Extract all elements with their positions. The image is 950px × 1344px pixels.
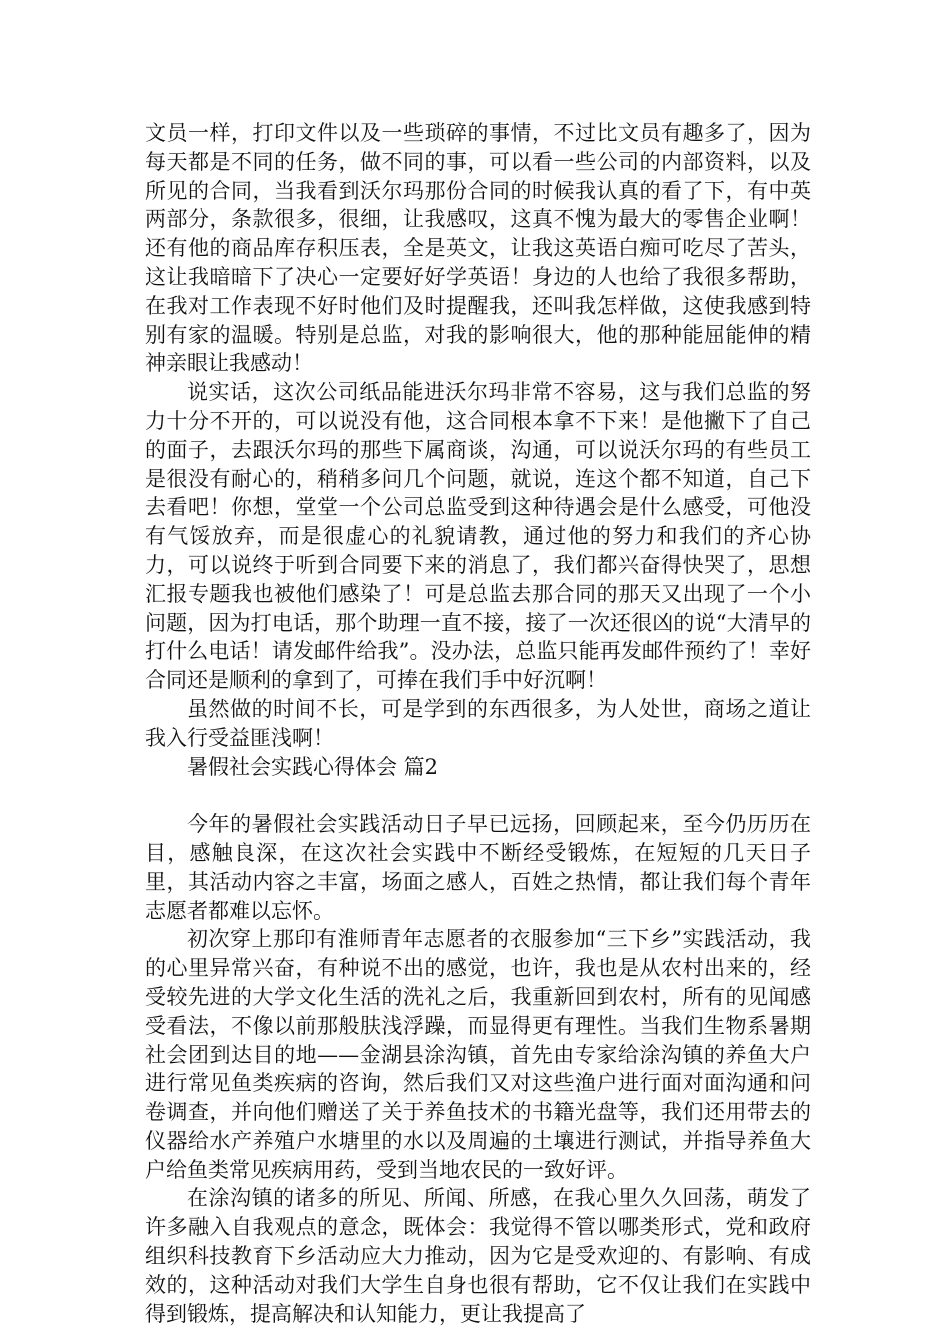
paragraph-6: 在涂沟镇的诸多的所见、所闻、所感，在我心里久久回荡，萌发了许多融入自我观点的意念，既体会：我觉得不管以哪类形式，党和政府组织科技教育下乡活动应大力推动，因为它是受欢迎的、有影响、有成效的，这种活动对我们大学生自身也很有帮助，它不仅让我们在实践中得到锻炼，提高解决和认知能力，更让我提高了: [145, 1186, 811, 1326]
paragraph-4: 今年的暑假社会实践活动日子早已远扬，回顾起来，至今仍历历在目，感触良深，在这次社会实践中不断经受锻炼，在短短的几天日子里，其活动内容之丰富，场面之感人，百姓之热情，都让我们每个青年志愿者都难以忘怀。: [145, 812, 811, 923]
paragraph-3: 虽然做的时间不长，可是学到的东西很多，为人处世，商场之道让我入行受益匪浅啊！: [145, 696, 811, 750]
document-body: [145, 119, 811, 1328]
paragraph-2: 说实话，这次公司纸品能进沃尔玛非常不容易，这与我们总监的努力十分不开的，可以说没有他，这合同根本拿不下来！是他撇下了自己的面子，去跟沃尔玛的那些下属商谈，沟通，可以说沃尔玛的有些员工是很没有耐心的，稍稍多问几个问题，就说，连这个都不知道，自己下去看吧！你想，堂堂一个公司总监受到这种待遇会是什么感受，可他没有气馁放弃，而是很虚心的礼貌请教，通过他的努力和我们的齐心协力，可以说终于听到合同要下来的消息了，我们都兴奋得快哭了，思想汇报专题我也被他们感染了！可是总监去那合同的那天又出现了一个小问题，因为打电话，那个助理一直不接，接了一次还很凶的说“大清早的打什么电话！请发邮件给我”。没办法，总监只能再发邮件预约了！幸好合同还是顺利的拿到了，可捧在我们手中好沉啊！: [145, 380, 811, 693]
blank-line: [145, 781, 811, 810]
section-heading: 暑假社会实践心得体会 篇2: [187, 754, 439, 779]
paragraph-1: 文员一样，打印文件以及一些琐碎的事情，不过比文员有趣多了，因为每天都是不同的任务，做不同的事，可以看一些公司的内部资料，以及所见的合同，当我看到沃尔玛那份合同的时候我认真的看了下，有中英两部分，条款很多，很细，让我感叹，这真不愧为最大的零售企业啊！还有他的商品库存积压表，全是英文，让我这英语白痴可吃尽了苦头，这让我暗暗下了决心一定要好好学英语！身边的人也给了我很多帮助，在我对工作表现不好时他们及时提醒我，还叫我怎样做，这使我感到特别有家的温暖。特别是总监，对我的影响很大，他的那种能屈能伸的精神亲眼让我感动！: [145, 121, 811, 376]
paragraph-5: 初次穿上那印有淮师青年志愿者的衣服参加“三下乡”实践活动，我的心里异常兴奋，有种说不出的感觉，也许，我也是从农村出来的，经受较先进的大学文化生活的洗礼之后，我重新回到农村，所有的见闻感受看法，不像以前那般肤浅浮躁，而显得更有理性。当我们生物系暑期社会团到达目的地——金湖县涂沟镇，首先由专家给涂沟镇的养鱼大户进行常见鱼类疾病的咨询，然后我们又对这些渔户进行面对面沟通和问卷调查，并向他们赠送了关于养鱼技术的书籍光盘等，我们还用带去的仪器给水产养殖户水塘里的水以及周遍的土壤进行测试，并指导养鱼大户给鱼类常见疾病用药，受到当地农民的一致好评。: [145, 927, 811, 1182]
